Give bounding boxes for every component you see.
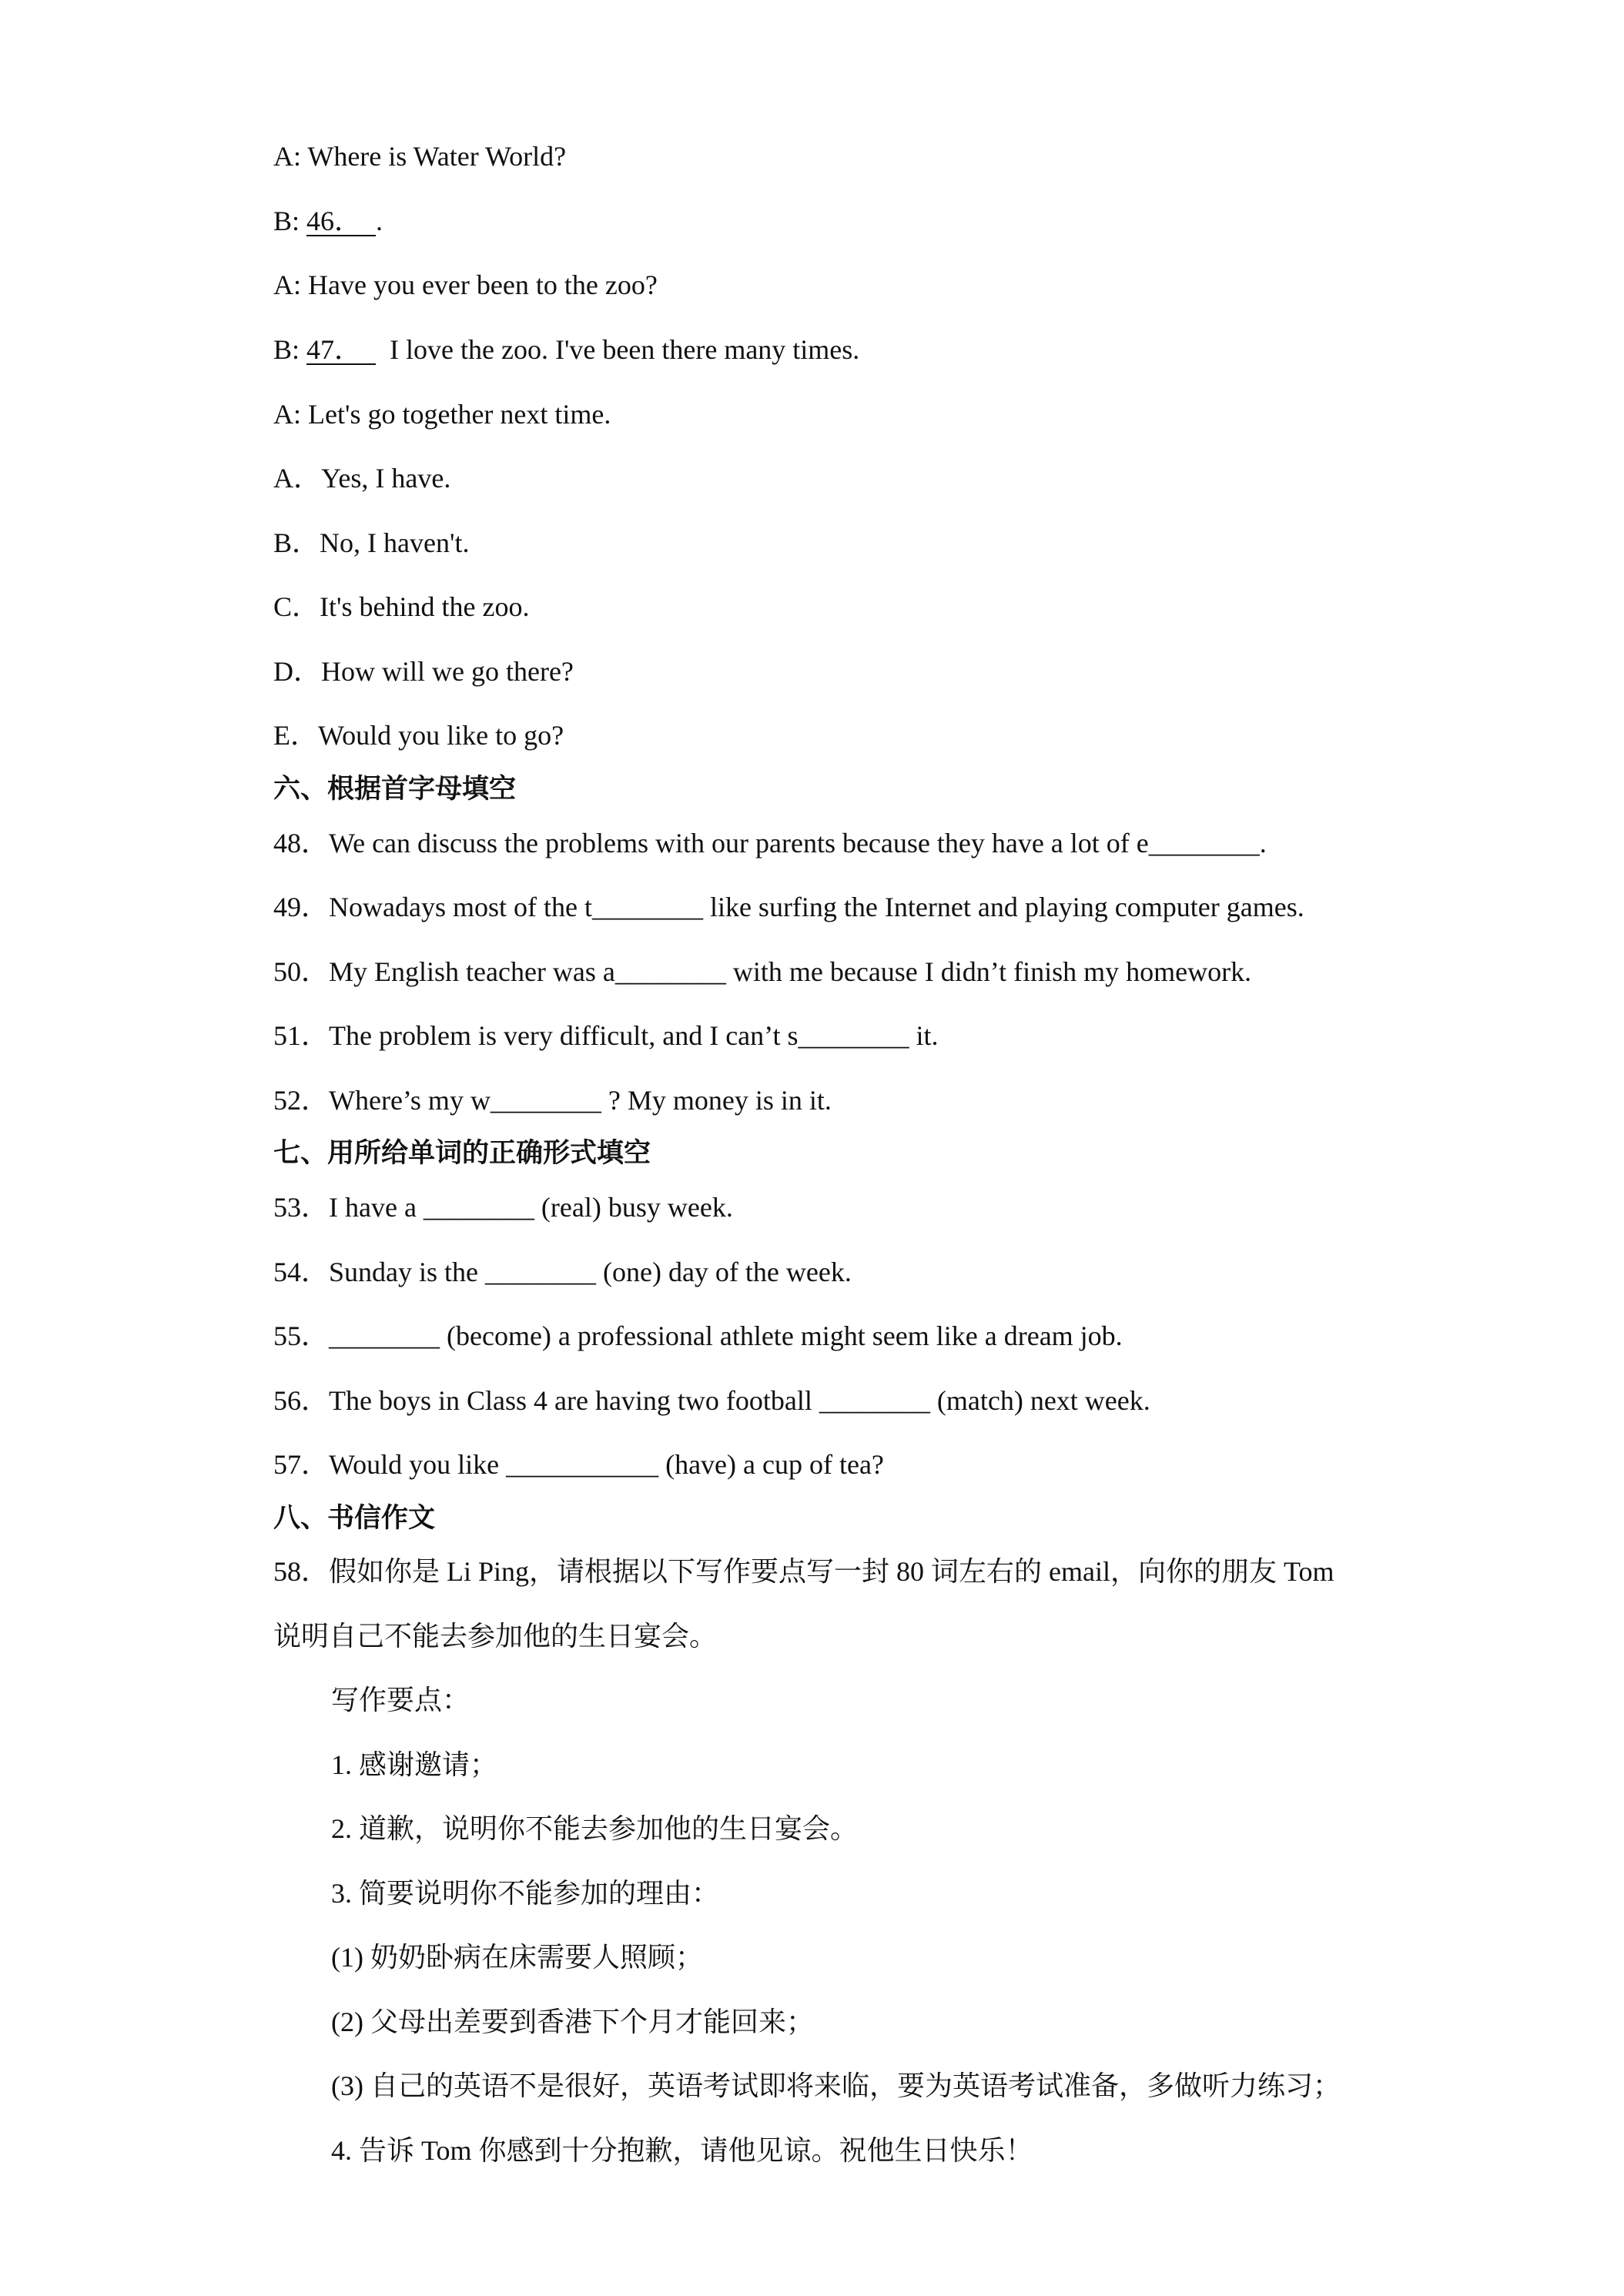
dialogue-text: Where is Water World?	[301, 141, 567, 172]
dialogue-line	[273, 204, 383, 238]
writing-point: 3. 简要说明你不能参加的理由：	[331, 1878, 720, 1909]
option-c: C．It's behind the zoo.	[273, 591, 530, 622]
section-6-title: 六、根据首字母填空	[273, 774, 517, 805]
question-57: 57．Would you like ___________ (have) a cup of tea?	[273, 1449, 884, 1480]
dialogue-line	[273, 397, 611, 431]
section-8-title: 八、书信作文	[273, 1503, 436, 1534]
answer-blank: 47．	[306, 334, 363, 365]
writing-points-title: 写作要点：	[331, 1685, 470, 1715]
speaker-label: A:	[273, 141, 301, 172]
writing-prompt-line-2: 说明自己不能去参加他的生日宴会。	[273, 1621, 718, 1652]
answer-blank: 46．	[306, 206, 363, 236]
dialogue-line	[273, 268, 658, 302]
question-55: 55．________ (become) a professional athlete might seem like a dream job.	[273, 1320, 1123, 1351]
dialogue-text: I love the zoo. I've been there many times.	[376, 334, 860, 365]
question-56: 56．The boys in Class 4 are having two football ________ (match) next week.	[273, 1385, 1150, 1416]
option-a: A．Yes, I have.	[273, 463, 451, 494]
dialogue-line	[273, 139, 566, 173]
writing-subpoint: (1) 奶奶卧病在床需要人照顾；	[331, 1942, 703, 1973]
dialogue-text: Have you ever been to the zoo?	[301, 269, 658, 300]
dialogue-text: .	[376, 206, 383, 236]
question-53: 53．I have a ________ (real) busy week.	[273, 1192, 733, 1223]
question-48: 48．We can discuss the problems with our parents because they have a lot of e________.	[273, 828, 1267, 858]
option-d: D．How will we go there?	[273, 656, 574, 687]
option-b: B．No, I haven't.	[273, 527, 470, 558]
dialogue-line	[273, 333, 859, 366]
question-49: 49．Nowadays most of the t________ like surfing the Internet and playing computer games.	[273, 892, 1304, 922]
speaker-label: B:	[273, 334, 300, 365]
question-52: 52．Where’s my w________ ? My money is in it.	[273, 1085, 832, 1116]
option-e: E．Would you like to go?	[273, 720, 564, 751]
writing-subpoint: (2) 父母出差要到香港下个月才能回来；	[331, 2006, 814, 2037]
writing-point: 2. 道歉，说明你不能去参加他的生日宴会。	[331, 1813, 859, 1844]
writing-subpoint: (3) 自己的英语不是很好，英语考试即将来临，要为英语考试准备，多做听力练习；	[331, 2070, 1341, 2101]
writing-point: 1. 感谢邀请；	[331, 1749, 498, 1780]
speaker-label: A:	[273, 399, 301, 430]
writing-prompt-line-1: 58．假如你是 Li Ping，请根据以下写作要点写一封 80 词左右的 email，向你的朋友 Tom	[273, 1556, 1334, 1587]
section-7-title: 七、用所给单词的正确形式填空	[273, 1138, 651, 1169]
question-51: 51．The problem is very difficult, and I can’t s________ it.	[273, 1020, 939, 1051]
writing-point: 4. 告诉 Tom 你感到十分抱歉，请他见谅。祝他生日快乐！	[331, 2135, 1033, 2166]
speaker-label: A:	[273, 269, 301, 300]
speaker-label: B:	[273, 206, 300, 236]
dialogue-text: Let's go together next time.	[301, 399, 611, 430]
question-54: 54．Sunday is the ________ (one) day of the week.	[273, 1257, 852, 1287]
question-50: 50．My English teacher was a________ with me because I didn’t finish my homework.	[273, 956, 1252, 987]
